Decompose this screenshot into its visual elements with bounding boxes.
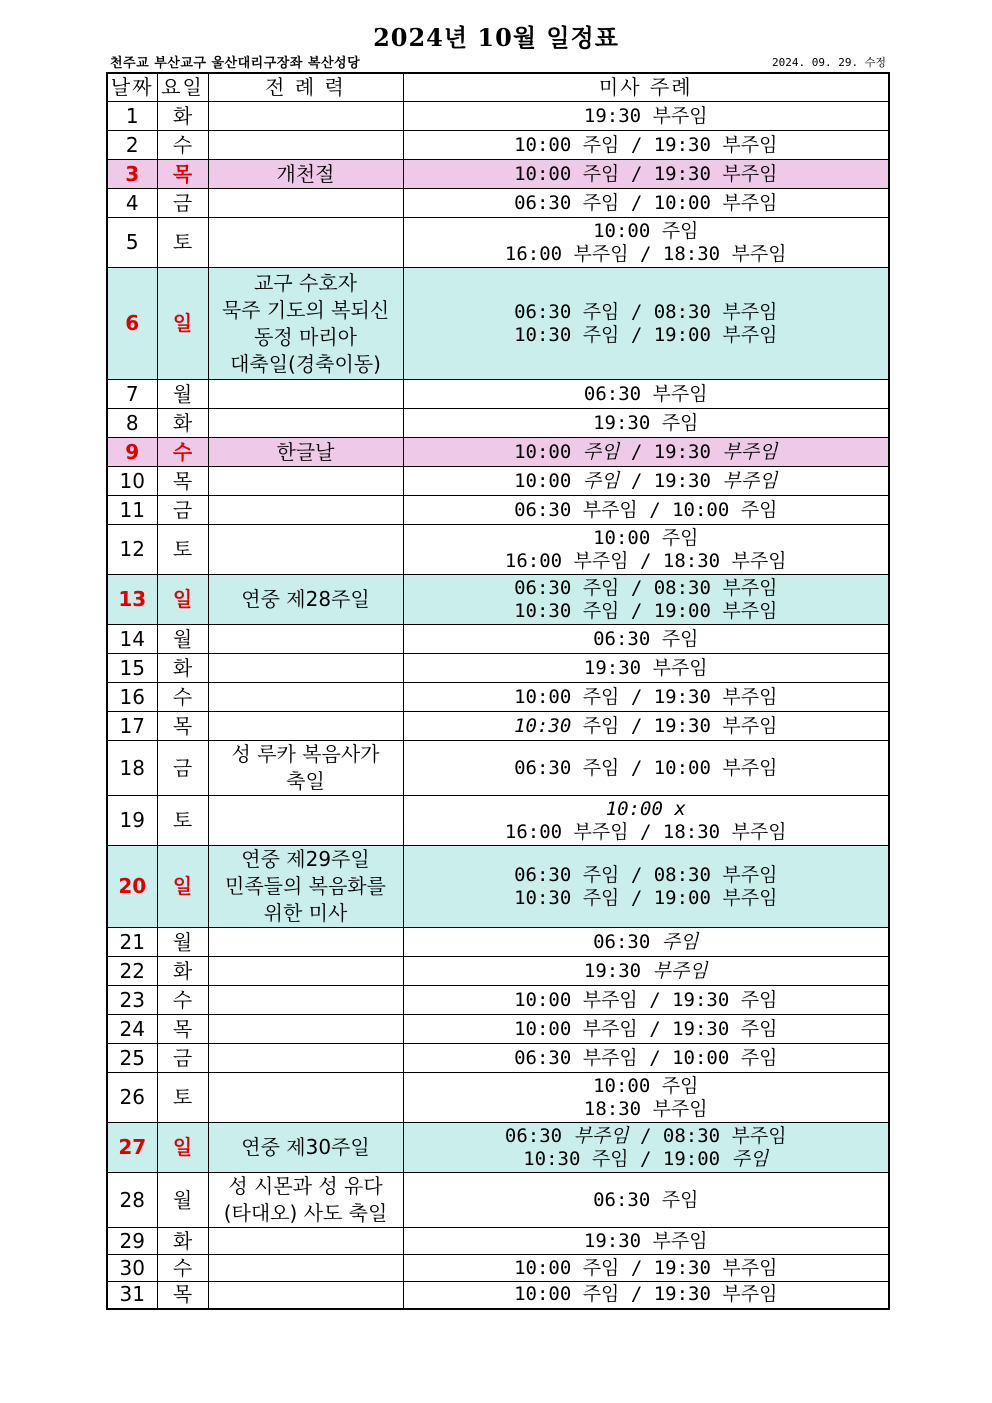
weekday-cell: 화 [157,409,208,438]
weekday-cell: 일 [157,846,208,928]
table-row [107,1015,889,1044]
liturgy-line: 민족들의 복음화를 [225,874,386,898]
mass-line [404,1098,889,1121]
liturgy-cell [208,438,403,467]
liturgy-line: 연중 제28주일 [241,587,370,611]
mass-segment: 주임 [731,1147,769,1170]
mass-segment: 주임 [582,469,620,492]
table-row [107,1255,889,1282]
day-cell: 10 [107,467,157,496]
day-cell: 3 [107,160,157,189]
day-cell: 19 [107,796,157,846]
liturgy-line: 성 루카 복음사가 [231,742,380,766]
day-cell: 6 [107,268,157,380]
mass-segment: 주임 [661,930,699,953]
table-row [107,218,889,268]
table-row [107,957,889,986]
mass-line [404,989,889,1012]
header-mass: 미사 주례 [403,73,889,102]
mass-cell [403,1173,889,1228]
table-row [107,467,889,496]
liturgy-cell [208,575,403,625]
liturgy-line: 성 시몬과 성 유다 [228,1174,383,1198]
mass-line [404,628,889,651]
mass-segment: 10:00 주임 [593,526,699,549]
mass-segment: / 19:30 [619,440,723,463]
mass-cell [403,654,889,683]
weekday-cell: 수 [157,986,208,1015]
mass-line [404,163,889,186]
mass-segment: 10:30 주임 / 19:00 부주임 [514,599,778,622]
weekday-cell: 화 [157,1228,208,1255]
weekday-cell: 금 [157,741,208,796]
day-cell: 30 [107,1255,157,1282]
liturgy-cell [208,102,403,131]
mass-line [404,1230,889,1253]
mass-segment: 10:00 주임 / 19:30 부주임 [514,133,778,156]
liturgy-cell [208,1073,403,1123]
weekday-cell: 일 [157,268,208,380]
table-row [107,189,889,218]
day-cell: 2 [107,131,157,160]
liturgy-line: 교구 수호자 [254,270,357,295]
table-row [107,575,889,625]
liturgy-line: 연중 제30주일 [241,1135,370,1159]
mass-segment: 10:30 주임 / 19:00 [523,1147,732,1170]
weekday-cell: 월 [157,1173,208,1228]
mass-cell [403,1282,889,1309]
liturgy-line: 대축일(경축이동) [230,351,381,376]
mass-segment: 10:30 [514,714,572,737]
mass-segment: 06:30 [504,1124,574,1147]
mass-segment: 19:30 [583,959,653,982]
liturgy-cell [208,525,403,575]
liturgy-cell [208,741,403,796]
day-cell: 25 [107,1044,157,1073]
weekday-cell: 목 [157,160,208,189]
table-row [107,102,889,131]
weekday-cell: 화 [157,102,208,131]
liturgy-cell [208,1015,403,1044]
mass-segment: 16:00 부주임 / 18:30 부주임 [504,549,787,572]
liturgy-cell [208,189,403,218]
day-cell: 21 [107,928,157,957]
mass-cell [403,218,889,268]
mass-cell [403,1123,889,1173]
mass-segment: 부주임 [722,440,778,463]
liturgy-cell [208,496,403,525]
mass-segment: 10:00 주임 / 19:30 부주임 [514,1256,778,1279]
table-row [107,1044,889,1073]
mass-segment: 19:30 주임 [593,411,699,434]
day-cell: 4 [107,189,157,218]
mass-segment: 18:30 부주임 [583,1097,708,1120]
mass-cell [403,438,889,467]
liturgy-line: 동정 마리아 [254,324,357,349]
liturgy-cell [208,1255,403,1282]
mass-line [404,243,889,266]
table-row [107,796,889,846]
liturgy-cell [208,846,403,928]
mass-segment: 06:30 주임 / 08:30 부주임 [514,300,778,323]
liturgy-line: 연중 제29주일 [241,847,370,871]
weekday-cell: 수 [157,438,208,467]
mass-line [404,1047,889,1070]
mass-cell [403,1015,889,1044]
mass-line [404,1075,889,1098]
mass-segment: 19:30 부주임 [583,104,708,127]
mass-line [404,657,889,680]
mass-line [404,887,889,910]
weekday-cell: 수 [157,1255,208,1282]
liturgy-cell [208,986,403,1015]
mass-segment: 주임 [582,440,620,463]
liturgy-cell [208,928,403,957]
mass-cell [403,957,889,986]
parish-name: 천주교 부산교구 울산대리구장좌 복산성당 [110,56,361,71]
mass-line [404,527,889,550]
mass-cell [403,1255,889,1282]
weekday-cell: 토 [157,1073,208,1123]
weekday-cell: 수 [157,683,208,712]
mass-segment: 부주임 [652,959,708,982]
mass-line [404,550,889,573]
day-cell: 31 [107,1282,157,1309]
day-cell: 8 [107,409,157,438]
table-row [107,654,889,683]
header-line [110,52,886,70]
mass-cell [403,102,889,131]
weekday-cell: 금 [157,189,208,218]
mass-cell [403,467,889,496]
mass-line [404,864,889,887]
table-row [107,1123,889,1173]
mass-segment: 10:00 주임 [593,1074,699,1097]
day-cell: 17 [107,712,157,741]
mass-cell [403,525,889,575]
day-cell: 5 [107,218,157,268]
mass-line [404,192,889,215]
day-cell: 23 [107,986,157,1015]
table-row [107,1282,889,1309]
liturgy-cell [208,683,403,712]
liturgy-cell [208,796,403,846]
day-cell: 22 [107,957,157,986]
page-title: 2024년 10월 일정표 [373,23,619,52]
mass-line [404,1125,889,1148]
table-row [107,683,889,712]
mass-segment: 06:30 주임 / 08:30 부주임 [514,863,778,886]
day-cell: 7 [107,380,157,409]
liturgy-cell [208,625,403,654]
table-row [107,131,889,160]
mass-segment: 06:30 [593,930,662,953]
mass-segment: 06:30 주임 [593,627,699,650]
mass-line [404,412,889,435]
mass-cell [403,380,889,409]
table-row [107,928,889,957]
day-cell: 13 [107,575,157,625]
mass-line [404,757,889,780]
liturgy-line: (타대오) 사도 축일 [223,1201,388,1225]
liturgy-cell [208,218,403,268]
liturgy-cell [208,1282,403,1309]
mass-cell [403,741,889,796]
liturgy-cell [208,409,403,438]
mass-line [404,798,889,821]
weekday-cell: 일 [157,575,208,625]
weekday-cell: 금 [157,1044,208,1073]
liturgy-line: 묵주 기도의 복되신 [221,297,390,322]
table-row [107,160,889,189]
day-cell: 24 [107,1015,157,1044]
mass-segment: 06:30 부주임 [583,382,708,405]
mass-cell [403,683,889,712]
day-cell: 1 [107,102,157,131]
schedule-body [107,102,889,1309]
mass-cell [403,625,889,654]
weekday-cell: 토 [157,525,208,575]
schedule-table [106,72,890,1310]
mass-segment: 부주임 [573,1124,629,1147]
liturgy-cell [208,957,403,986]
mass-segment: 10:00 x [605,797,686,820]
mass-segment: / 19:30 [619,469,723,492]
weekday-cell: 월 [157,380,208,409]
mass-cell [403,1073,889,1123]
day-cell: 11 [107,496,157,525]
mass-cell [403,986,889,1015]
weekday-cell: 토 [157,218,208,268]
mass-cell [403,1044,889,1073]
mass-segment: 10:00 부주임 / 19:30 주임 [514,1017,778,1040]
mass-segment: 19:30 부주임 [583,1229,708,1252]
mass-cell [403,712,889,741]
weekday-cell: 화 [157,957,208,986]
mass-cell [403,846,889,928]
liturgy-cell [208,1173,403,1228]
liturgy-line: 한글날 [276,439,335,464]
mass-segment: 16:00 부주임 / 18:30 부주임 [504,820,787,843]
mass-cell [403,1228,889,1255]
mass-cell [403,796,889,846]
mass-segment: 10:30 주임 / 19:00 부주임 [514,323,778,346]
mass-segment: 10:00 주임 [593,219,699,242]
day-cell: 28 [107,1173,157,1228]
mass-segment: 06:30 부주임 / 10:00 주임 [514,498,778,521]
mass-segment: 06:30 부주임 / 10:00 주임 [514,1046,778,1069]
day-cell: 14 [107,625,157,654]
mass-segment: 10:00 주임 / 19:30 부주임 [514,1283,778,1306]
mass-line [404,220,889,243]
mass-line [404,1257,889,1280]
mass-segment: 10:30 주임 / 19:00 부주임 [514,886,778,909]
mass-line [404,577,889,600]
mass-cell [403,575,889,625]
mass-line [404,1018,889,1041]
liturgy-cell [208,467,403,496]
mass-line [404,821,889,844]
table-row [107,268,889,380]
mass-segment: 19:30 부주임 [583,656,708,679]
liturgy-cell [208,160,403,189]
table-row [107,712,889,741]
mass-segment: 부주임 [722,469,778,492]
mass-cell [403,409,889,438]
liturgy-line: 위한 미사 [263,901,348,925]
mass-segment: 10:00 [514,469,583,492]
mass-segment: 주임 / 19:30 부주임 [571,714,778,737]
mass-segment: 06:30 주임 / 08:30 부주임 [514,576,778,599]
weekday-cell: 목 [157,1015,208,1044]
mass-segment: 10:00 주임 / 19:30 부주임 [514,162,778,185]
table-row [107,438,889,467]
mass-line [404,600,889,623]
header-weekday: 요일 [157,73,208,102]
liturgy-cell [208,1044,403,1073]
mass-cell [403,131,889,160]
liturgy-cell [208,380,403,409]
mass-line [404,931,889,954]
mass-line [404,1148,889,1171]
mass-cell [403,160,889,189]
table-row [107,525,889,575]
table-row [107,846,889,928]
mass-line [404,686,889,709]
day-cell: 12 [107,525,157,575]
table-row [107,741,889,796]
weekday-cell: 목 [157,712,208,741]
table-row [107,496,889,525]
table-row [107,625,889,654]
mass-line [404,441,889,464]
liturgy-line: 축일 [286,769,325,793]
weekday-cell: 금 [157,496,208,525]
weekday-cell: 목 [157,467,208,496]
weekday-cell: 토 [157,796,208,846]
day-cell: 16 [107,683,157,712]
mass-line [404,134,889,157]
day-cell: 9 [107,438,157,467]
mass-segment: / 08:30 부주임 [628,1124,787,1147]
mass-line [404,1189,889,1212]
table-row [107,1173,889,1228]
mass-cell [403,268,889,380]
mass-segment: 16:00 부주임 / 18:30 부주임 [504,242,787,265]
mass-segment: 10:00 부주임 / 19:30 주임 [514,988,778,1011]
liturgy-cell [208,268,403,380]
liturgy-cell [208,712,403,741]
mass-cell [403,496,889,525]
table-header-row [107,73,889,102]
weekday-cell: 목 [157,1282,208,1309]
header-day: 날짜 [107,73,157,102]
weekday-cell: 월 [157,625,208,654]
weekday-cell: 월 [157,928,208,957]
mass-segment: 10:00 주임 / 19:30 부주임 [514,685,778,708]
mass-segment: 06:30 주임 [593,1188,699,1211]
revision-date: 2024. 09. 29. 수정 [772,56,886,69]
mass-line [404,1283,889,1306]
day-cell: 18 [107,741,157,796]
header-liturgy: 전 례 력 [208,73,403,102]
day-cell: 15 [107,654,157,683]
mass-line [404,383,889,406]
day-cell: 26 [107,1073,157,1123]
mass-cell [403,928,889,957]
liturgy-cell [208,654,403,683]
day-cell: 20 [107,846,157,928]
mass-line [404,960,889,983]
day-cell: 29 [107,1228,157,1255]
mass-line [404,470,889,493]
mass-segment: 10:00 [514,440,583,463]
table-row [107,380,889,409]
table-row [107,1228,889,1255]
table-row [107,409,889,438]
mass-line [404,105,889,128]
weekday-cell: 화 [157,654,208,683]
mass-line [404,715,889,738]
mass-line [404,301,889,324]
weekday-cell: 수 [157,131,208,160]
mass-segment: 06:30 주임 / 10:00 부주임 [514,191,778,214]
weekday-cell: 일 [157,1123,208,1173]
liturgy-cell [208,1123,403,1173]
table-row [107,986,889,1015]
mass-cell [403,189,889,218]
liturgy-line: 개천절 [276,161,335,186]
table-row [107,1073,889,1123]
day-cell: 27 [107,1123,157,1173]
liturgy-cell [208,131,403,160]
liturgy-cell [208,1228,403,1255]
mass-segment: 06:30 주임 / 10:00 부주임 [514,756,778,779]
mass-line [404,324,889,347]
mass-line [404,499,889,522]
